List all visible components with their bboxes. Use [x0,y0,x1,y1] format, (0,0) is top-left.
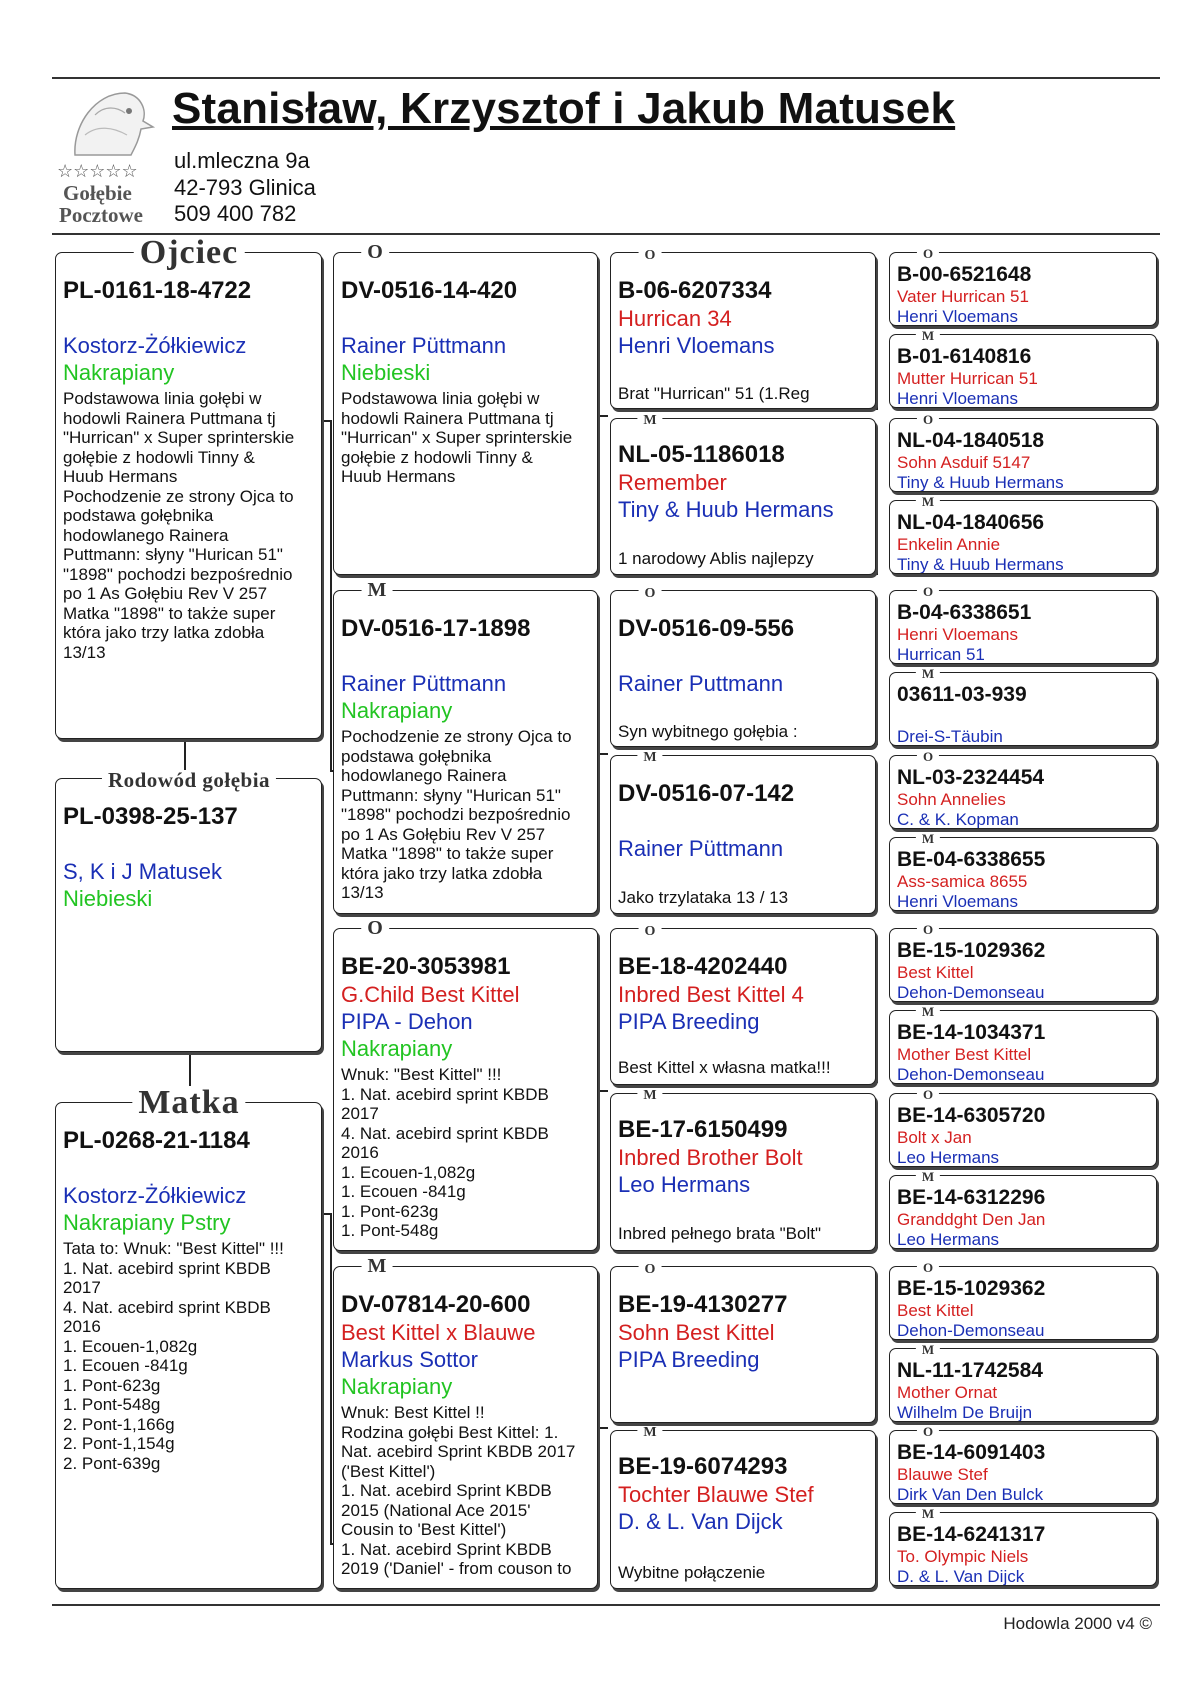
notes: Wnuk: Best Kittel !! Rodzina gołębi Best Kittel: 1. Nat. acebird Sprint KBDB 2017 ('Best Kittel') 1. Nat. acebird Sprint KBDB 2015 (National Ace 2015' Cousin to 'Best Kittel') 1. Nat. acebird Sprint KBDB 2019 ('Daniel' - from couson to [341,1403,576,1578]
connector [598,1345,600,1510]
page-title: Stanisław, Krzysztof i Jakub Matusek [172,84,956,133]
caption-m: M [637,414,662,428]
ring-number: BE-15-1029362 [897,939,1046,962]
bottom-rule [52,1604,1160,1606]
caption-m: M [916,667,940,680]
pigeon-name: Sohn Annelies [897,790,1006,809]
gen4-card-5[interactable] [889,590,1157,664]
gen2-card-1[interactable] [333,252,598,575]
gen3-card-5[interactable] [610,928,876,1085]
connector [598,670,600,835]
ring-number: BE-19-6074293 [618,1453,788,1480]
notes: Inbred pełnego brata "Bolt" [618,1224,821,1243]
breeder: D. & L. Van Dijck [897,1567,1025,1586]
pigeon-name: Inbred Best Kittel 4 [618,982,804,1007]
caption-m: M [916,832,940,845]
pigeon-name: Remember [618,470,727,495]
pigeon-name [618,808,871,835]
pigeon-name: Granddght Den Jan [897,1210,1046,1229]
gen4-card-13[interactable] [889,1266,1157,1340]
ring-number: B-00-6521648 [897,263,1032,286]
breeder: Henri Vloemans [618,333,775,358]
ring-number: BE-14-1034371 [897,1021,1046,1044]
gen4-card-9[interactable] [889,928,1157,1002]
pigeon-name: Bolt x Jan [897,1128,972,1147]
caption-father: Ojciec [134,236,245,270]
breeder: Henri Vloemans [897,892,1018,911]
pigeon-name: Sohn Best Kittel [618,1320,775,1345]
ring-number: BE-19-4130277 [618,1291,788,1318]
ring-number: BE-14-6312296 [897,1186,1046,1209]
gen4-card-7[interactable] [889,755,1157,829]
breeder: Tiny & Huub Hermans [897,473,1064,492]
color: Niebieski [63,886,153,911]
breeder: Rainer Püttmann [341,671,507,696]
gen3-card-6[interactable] [610,1093,876,1251]
address-city: 42-793 Glinica [174,175,316,200]
caption-o: O [639,249,662,263]
gen2-card-2[interactable] [333,590,598,914]
ring-number: DV-0516-07-142 [618,780,795,807]
ring-number: PL-0398-25-137 [63,803,238,830]
color: Nakrapiany [341,1374,453,1399]
ring-number: 03611-03-939 [897,683,1027,706]
pigeon-name: To. Olympic Niels [897,1547,1029,1566]
color: Nakrapiany [341,1036,453,1061]
logo-text-1: Gołębie [63,181,132,205]
footer-credit: Hodowla 2000 v4 © [1003,1614,1152,1633]
caption-m: M [916,1507,940,1520]
caption-o: O [917,413,939,426]
pigeon-name: Henri Vloemans [897,625,1018,644]
gen4-card-10[interactable] [889,1010,1157,1084]
connector [876,1505,878,1585]
connector-subject-mother [189,1052,191,1088]
caption-m: M [637,751,662,765]
connector [598,330,600,500]
notes: Jako trzylataka 13 / 13 [618,888,789,907]
notes: Pochodzenie ze strony Ojca to podstawa gołębnika hodowlanego Rainera Puttmann: słyny "Hurican 51" "1898" pochodzi bezpośrednio po 1 As Gołębiu Rev V 257 Matka "1898" to także super która jako trzy latka zdobła 13/13 [341,727,572,902]
breeder: Markus Sottor [341,1347,478,1372]
caption-pedigree: Rodowód gołębia [102,770,276,791]
ring-number: NL-04-1840518 [897,429,1045,452]
svg-text:☆☆☆☆☆: ☆☆☆☆☆ [57,161,138,182]
pigeon-name: Mutter Hurrican 51 [897,369,1038,388]
gen4-card-12[interactable] [889,1175,1157,1249]
caption-o: O [639,925,662,939]
ring-number: BE-04-6338655 [897,848,1046,871]
connector [876,1003,878,1083]
ring-number: DV-0516-14-420 [341,277,518,304]
gen4-card-2[interactable] [889,334,1157,408]
ring-number: DV-0516-09-556 [618,615,795,642]
ring-number: BE-14-6305720 [897,1104,1046,1127]
pigeon-name: Tochter Blauwe Stef [618,1482,814,1507]
ring-number: DV-0516-17-1898 [341,615,531,642]
caption-mother: Matka [132,1086,245,1120]
breeder: Henri Vloemans [897,389,1018,408]
pigeon-name: Sohn Asduif 5147 [897,453,1031,472]
ring-number: PL-0161-18-4722 [63,277,252,304]
caption-o: O [917,247,939,260]
ring-number: BE-17-6150499 [618,1116,788,1143]
breeder: PIPA Breeding [618,1347,760,1372]
connector [598,1008,600,1173]
caption-o: O [917,1261,939,1274]
connector [330,420,332,770]
pigeon-name: Best Kittel [897,963,974,982]
gen4-card-8[interactable] [889,837,1157,911]
gen4-card-4[interactable] [889,500,1157,574]
connector [876,495,878,575]
pigeon-name: Blauwe Stef [897,1465,988,1484]
gen4-card-15[interactable] [889,1430,1157,1504]
gen4-card-16[interactable] [889,1512,1157,1586]
logo-text-2: Pocztowe [59,203,143,227]
gen3-card-3[interactable] [610,590,876,747]
gen2-card-3[interactable] [333,928,598,1251]
breeder: Henri Vloemans [897,307,1018,326]
gen3-card-1[interactable] [610,252,876,409]
ring-number: BE-18-4202440 [618,953,788,980]
breeder: PIPA - Dehon [341,1009,473,1034]
breeder: Kostorz-Żółkiewicz [63,1183,247,1208]
ring-number: BE-14-6241317 [897,1523,1046,1546]
gen3-card-4[interactable] [610,755,876,914]
pigeon-name: Inbred Brother Bolt [618,1145,803,1170]
color: Nakrapiany Pstry [63,1210,231,1235]
ring-number: DV-07814-20-600 [341,1291,531,1318]
color: Niebieski [341,360,431,385]
ring-number: B-01-6140816 [897,345,1032,368]
subject-card[interactable] [55,778,322,1052]
breeder: Wilhelm De Bruijn [897,1403,1033,1422]
breeder: Hurrican 51 [897,645,985,664]
pigeon-name: Ass-samica 8655 [897,872,1028,891]
notes: Best Kittel x własna matka!!! [618,1058,831,1077]
caption-m: M [916,495,940,508]
ring-number: BE-14-6091403 [897,1441,1046,1464]
gen3-card-2[interactable] [610,418,876,575]
mother-card[interactable] [55,1102,322,1589]
ring-number: NL-03-2324454 [897,766,1045,789]
connector [876,330,878,410]
caption-o: O [639,587,662,601]
pigeon-name: Enkelin Annie [897,535,1001,554]
caption-o: O [917,750,939,763]
ring-number: NL-05-1186018 [618,441,785,468]
breeder: Tiny & Huub Hermans [618,497,834,522]
breeder: Dirk Van Den Bulck [897,1485,1044,1504]
pigeon-name: Best Kittel [897,1301,974,1320]
ring-number: BE-15-1029362 [897,1277,1046,1300]
pigeon-name [341,643,593,670]
gen4-card-1[interactable] [889,252,1157,326]
top-rule [52,77,1160,79]
pigeon-name [618,643,871,670]
caption-o: O [639,1263,662,1277]
pigeon-name: Mother Best Kittel [897,1045,1032,1064]
gen2-card-4[interactable] [333,1266,598,1589]
breeder: Leo Hermans [618,1172,751,1197]
connector [876,1168,878,1248]
gen4-card-14[interactable] [889,1348,1157,1422]
breeder: Drei-S-Täubin [897,727,1003,746]
color: Nakrapiany [341,698,453,723]
pigeon-name: G.Child Best Kittel [341,982,520,1007]
ring-number: PL-0268-21-1184 [63,1127,250,1154]
pigeon-name: Vater Hurrican 51 [897,287,1029,306]
caption-o: O [917,1425,939,1438]
pigeon-name: Mother Ornat [897,1383,998,1402]
caption-o: O [917,923,939,936]
ring-number: NL-04-1840656 [897,511,1045,534]
pigeon-name: Best Kittel x Blauwe [341,1320,536,1345]
breeder: Rainer Püttmann [341,333,507,358]
caption-m: M [637,1089,662,1103]
caption-m: M [362,580,393,600]
breeder: Leo Hermans [897,1230,1000,1249]
breeder: PIPA Breeding [618,1009,760,1034]
breeder: S, K i J Matusek [63,859,222,884]
gen4-card-11[interactable] [889,1093,1157,1167]
caption-m: M [916,1343,940,1356]
connector [876,665,878,745]
gen4-card-3[interactable] [889,418,1157,492]
ring-number: BE-20-3053981 [341,953,511,980]
breeder: Rainer Püttmann [618,836,784,861]
breeder: Rainer Puttmann [618,671,784,696]
notes: Tata to: Wnuk: "Best Kittel" !!! 1. Nat. acebird sprint KBDB 2017 4. Nat. acebird sprint KBDB 2016 1. Ecouen-1,082g 1. Ecouen -841g 1. Pont-623g 1. Pont-548g 2. Pont-1,166g 2. Pont-1,154g 2. Pont-639g [63,1239,284,1473]
breeder: C. & K. Kopman [897,810,1019,829]
caption-o: O [917,1088,939,1101]
caption-m: M [916,1005,940,1018]
caption-m: M [637,1426,662,1440]
color: Nakrapiany [63,360,175,385]
notes: Podstawowa linia gołębi w hodowli Rainera Puttmana tj "Hurrican" x Super sprinterskie gołębie z hodowli Tinny & Huub Hermans [341,389,573,486]
breeder: D. & L. Van Dijck [618,1509,783,1534]
caption-o: O [917,585,939,598]
phone-number: 509 400 782 [174,201,297,226]
connector [876,1340,878,1420]
pigeon-name [897,707,1152,727]
breeder: Dehon-Demonseau [897,1321,1045,1340]
breeder: Tiny & Huub Hermans [897,555,1064,574]
connector [330,1213,332,1543]
father-card[interactable] [55,252,322,739]
address-street: ul.mleczna 9a [174,148,310,173]
caption-m: M [916,1170,940,1183]
breeder: Dehon-Demonseau [897,983,1045,1002]
notes: Syn wybitnego gołębia : [618,722,798,741]
breeder: Kostorz-Żółkiewicz [63,333,247,358]
connector [876,828,878,908]
caption-o: O [361,242,389,262]
gen3-card-7[interactable] [610,1266,876,1423]
ring-number: NL-11-1742584 [897,1359,1043,1382]
breeder: Leo Hermans [897,1148,1000,1167]
pigeon-name: Hurrican 34 [618,306,732,331]
breeder: Dehon-Demonseau [897,1065,1045,1084]
notes: Podstawowa linia gołębi w hodowli Rainera Puttmana tj "Hurrican" x Super sprinterskie gołębie z hodowli Tinny & Huub Hermans Pochodzenie ze strony Ojca to podstawa gołębnika hodowlanego Rainera Puttmann: słyny "Hurican 51" "1898" pochodzi bezpośrednio po 1 As Gołębiu Rev V 257 Matka "1898" to także super która jako trzy latka zdobła 13/13 [63,389,295,662]
logo [55,85,160,230]
notes: Wnuk: "Best Kittel" !!! 1. Nat. acebird sprint KBDB 2017 4. Nat. acebird sprint KBDB 2016 1. Ecouen-1,082g 1. Ecouen -841g 1. Pont-623g 1. Pont-548g [341,1065,549,1240]
notes: Brat "Hurrican" 51 (1.Reg [618,384,810,403]
notes: Wybitne połączenie [618,1563,766,1582]
gen4-card-6[interactable] [889,672,1157,746]
ring-number: B-06-6207334 [618,277,772,304]
ring-number: B-04-6338651 [897,601,1032,624]
notes: 1 narodowy Ablis najlepzy [618,549,814,568]
caption-m: M [916,329,940,342]
pigeon-name [341,305,593,332]
caption-o: O [361,918,389,938]
caption-m: M [362,1256,393,1276]
gen3-card-8[interactable] [610,1430,876,1589]
